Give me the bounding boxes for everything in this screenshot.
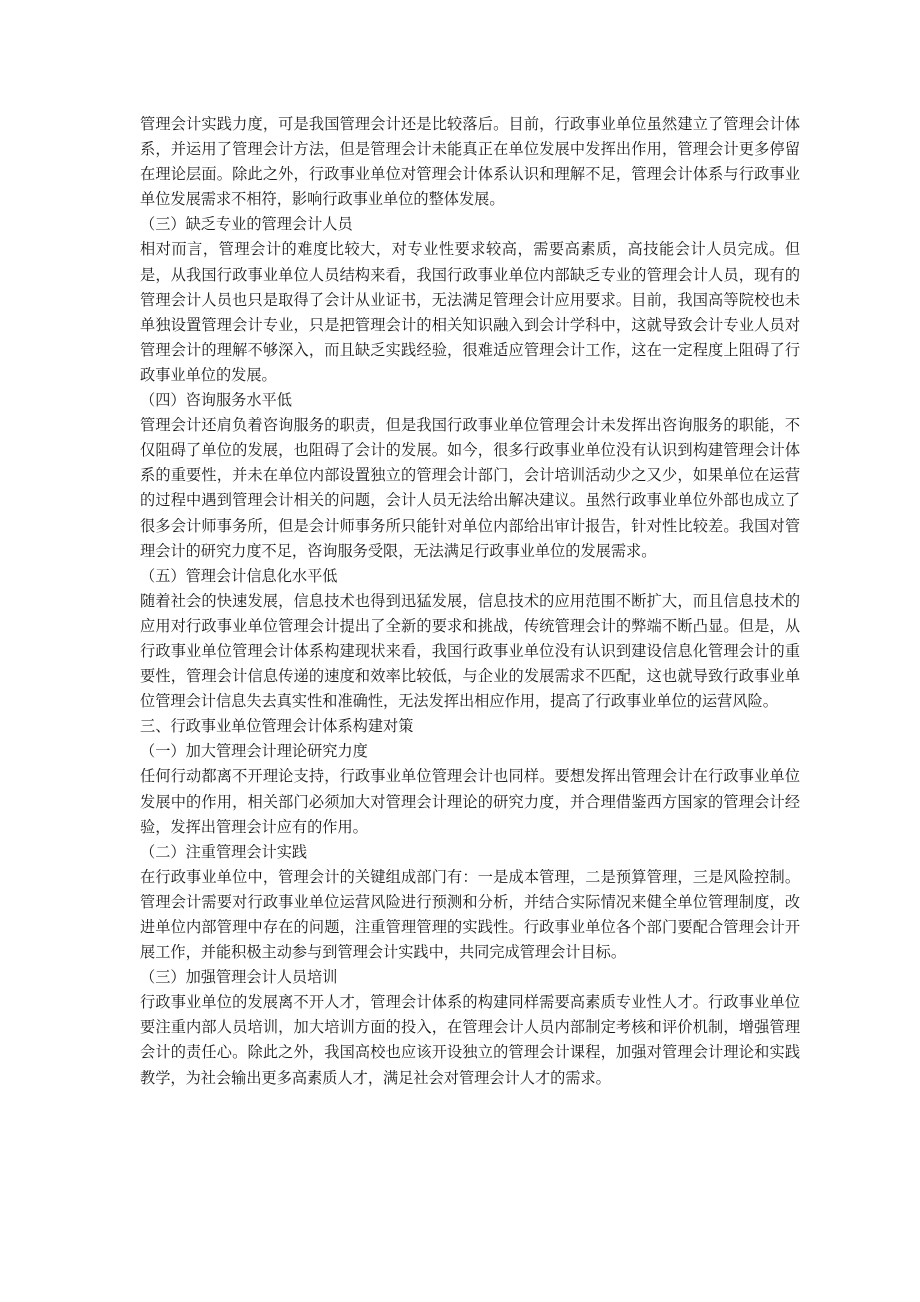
- heading-consulting-service: （四）咨询服务水平低: [140, 391, 292, 410]
- section-heading-countermeasures: 三、行政事业单位管理会计体系构建对策: [140, 717, 414, 736]
- paragraph-informatization: 随着社会的快速发展，信息技术也得到迅猛发展，信息技术的应用范围不断扩大，而且信息技术的应用对行政事业单位管理会计提出了全新的要求和挑战，传统管理会计的弊端不断凸显。但是，从行政事业单位管理会计体系构建现状来看，我国行政事业单位没有认识到建设信息化管理会计的重要性，管理会计信息传递的速度和效率比较低，与企业的发展需求不匹配，这也就导致行政事业单位管理会计信息失去真实性和准确性，无法发挥出相应作用，提高了行政事业单位的运营风险。: [140, 591, 800, 711]
- heading-theory-research: （一）加大管理会计理论研究力度: [140, 742, 368, 761]
- paragraph-training: 行政事业单位的发展离不开人才，管理会计体系的构建同样需要高素质专业性人才。行政事业单位要注重内部人员培训，加大培训方面的投入，在管理会计人员内部制定考核和评价机制，增强管理会计的责任心。除此之外，我国高校也应该开设独立的管理会计课程，加强对管理会计理论和实践教学，为社会输出更多高素质人才，满足社会对管理会计人才的需求。: [140, 993, 800, 1087]
- heading-training: （三）加强管理会计人员培训: [140, 968, 338, 987]
- heading-lack-of-professionals: （三）缺乏专业的管理会计人员: [140, 215, 353, 234]
- heading-practice: （二）注重管理会计实践: [140, 842, 308, 861]
- paragraph-lack-of-professionals: 相对而言，管理会计的难度比较大，对专业性要求较高，需要高素质，高技能会计人员完成。但是，从我国行政事业单位人员结构来看，我国行政事业单位内部缺乏专业的管理会计人员，现有的管理会计人员也只是取得了会计从业证书，无法满足管理会计应用要求。目前，我国高等院校也未单独设置管理会计专业，只是把管理会计的相关知识融入到会计学科中，这就导致会计专业人员对管理会计的理解不够深入，而且缺乏实践经验，很难适应管理会计工作，这在一定程度上阻碍了行政事业单位的发展。: [140, 240, 800, 384]
- paragraph-consulting-service: 管理会计还肩负着咨询服务的职责，但是我国行政事业单位管理会计未发挥出咨询服务的职能，不仅阻碍了单位的发展，也阻碍了会计的发展。如今，很多行政事业单位没有认识到构建管理会计体系的重要性，并未在单位内部设置独立的管理会计部门，会计培训活动少之又少，如果单位在运营的过程中遇到管理会计相关的问题，会计人员无法给出解决建议。虽然行政事业单位外部也成立了很多会计师事务所，但是会计师事务所只能针对单位内部给出审计报告，针对性比较差。我国对管理会计的研究力度不足，咨询服务受限，无法满足行政事业单位的发展需求。: [140, 416, 800, 560]
- paragraph-theory-research: 任何行动都离不开理论支持，行政事业单位管理会计也同样。要想发挥出管理会计在行政事业单位发展中的作用，相关部门必须加大对管理会计理论的研究力度，并合理借鉴西方国家的管理会计经验，发挥出管理会计应有的作用。: [140, 767, 800, 836]
- paragraph-practice: 在行政事业单位中，管理会计的关键组成部门有：一是成本管理，二是预算管理，三是风险控制。管理会计需要对行政事业单位运营风险进行预测和分析，并结合实际情况来健全单位管理制度，改进单位内部管理中存在的问题，注重管理管理的实践性。行政事业单位各个部门要配合管理会计开展工作，并能积极主动参与到管理会计实践中，共同完成管理会计目标。: [140, 867, 800, 962]
- paragraph-management-practice: 管理会计实践力度，可是我国管理会计还是比较落后。目前，行政事业单位虽然建立了管理会计体系，并运用了管理会计方法，但是管理会计未能真正在单位发展中发挥出作用，管理会计更多停留在理论层面。除此之外，行政事业单位对管理会计体系认识和理解不足，管理会计体系与行政事业单位发展需求不相符，影响行政事业单位的整体发展。: [140, 115, 800, 209]
- heading-informatization: （五）管理会计信息化水平低: [140, 566, 338, 585]
- document-body: [140, 112, 800, 1091]
